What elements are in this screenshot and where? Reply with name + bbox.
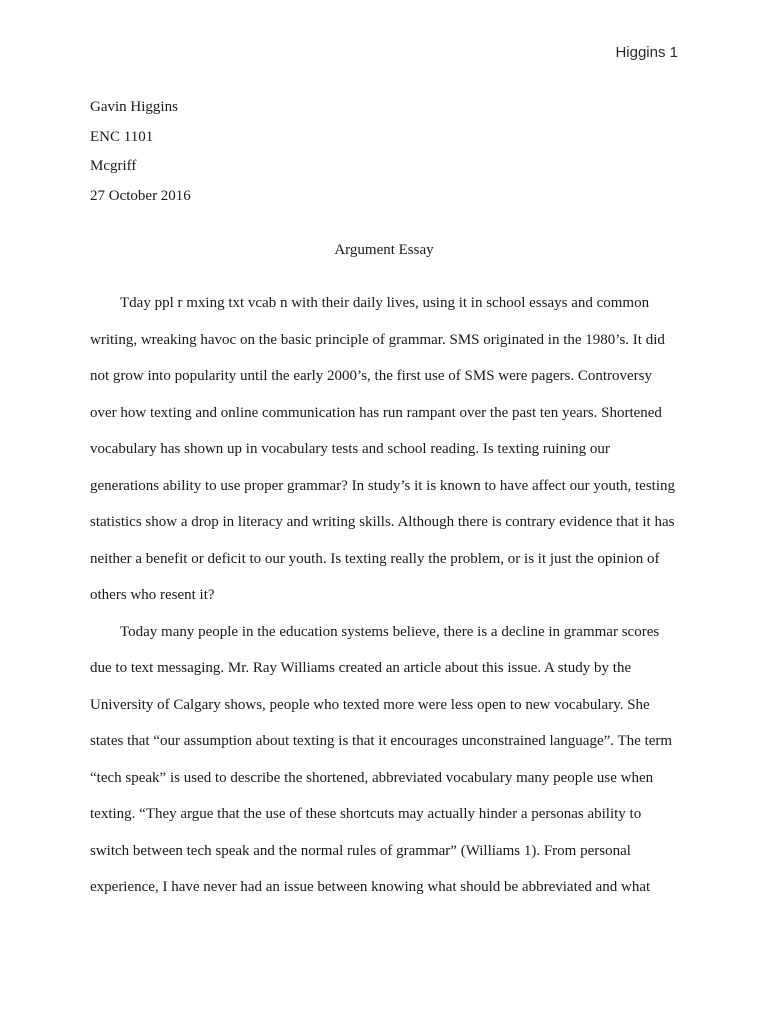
essay-date: 27 October 2016 [90, 187, 191, 204]
paragraph-line: others who resent it? [90, 587, 215, 603]
paragraph-line: vocabulary has shown up in vocabulary tests and school reading. Is texting ruining our [90, 441, 610, 457]
running-head: Higgins 1 [615, 44, 678, 61]
paragraph-line: “tech speak” is used to describe the shortened, abbreviated vocabulary many people use when [90, 769, 654, 786]
essay-body [90, 285, 680, 906]
paragraph-line: writing, wreaking havoc on the basic principle of grammar. SMS originated in the 1980’s. It did [90, 331, 665, 348]
author-name: Gavin Higgins [90, 99, 178, 115]
course-name: ENC 1101 [90, 128, 154, 145]
paragraph-line: experience, I have never had an issue between knowing what should be abbreviated and what [90, 879, 651, 895]
paragraph-line: statistics show a drop in literacy and writing skills. Although there is contrary evidence that it has [90, 514, 675, 530]
paragraph-line: Today many people in the education systems believe, there is a decline in grammar scores [120, 623, 660, 640]
paragraph-line: switch between tech speak and the normal rules of grammar” (Williams 1). From personal [90, 842, 631, 859]
paragraph-line: states that “our assumption about texting is that it encourages unconstrained language”. The term [90, 733, 673, 749]
paragraph-line: neither a benefit or deficit to our youth. Is texting really the problem, or is it just the opinion of [90, 550, 660, 567]
paragraph-1 [90, 285, 680, 614]
paragraph-2 [90, 614, 680, 906]
paragraph-line: not grow into popularity until the early 2000’s, the first use of SMS were pagers. Controversy [90, 368, 652, 384]
paragraph-line: University of Calgary shows, people who texted more were less open to new vocabulary. She [90, 696, 650, 713]
mla-heading [90, 93, 680, 211]
paragraph-line: due to text messaging. Mr. Ray Williams created an article about this issue. A study by the [90, 660, 632, 676]
paragraph-line: over how texting and online communication has run rampant over the past ten years. Shortened [90, 404, 662, 421]
essay-title: Argument Essay [334, 242, 434, 258]
paragraph-line: Tday ppl r mxing txt vcab n with their daily lives, using it in school essays and common [120, 295, 650, 311]
paragraph-line: texting. “They argue that the use of these shortcuts may actually hinder a personas ability to [90, 806, 642, 822]
paragraph-line: generations ability to use proper grammar? In study’s it is known to have affect our youth, testing [90, 477, 676, 494]
instructor-name: Mcgriff [90, 158, 137, 174]
